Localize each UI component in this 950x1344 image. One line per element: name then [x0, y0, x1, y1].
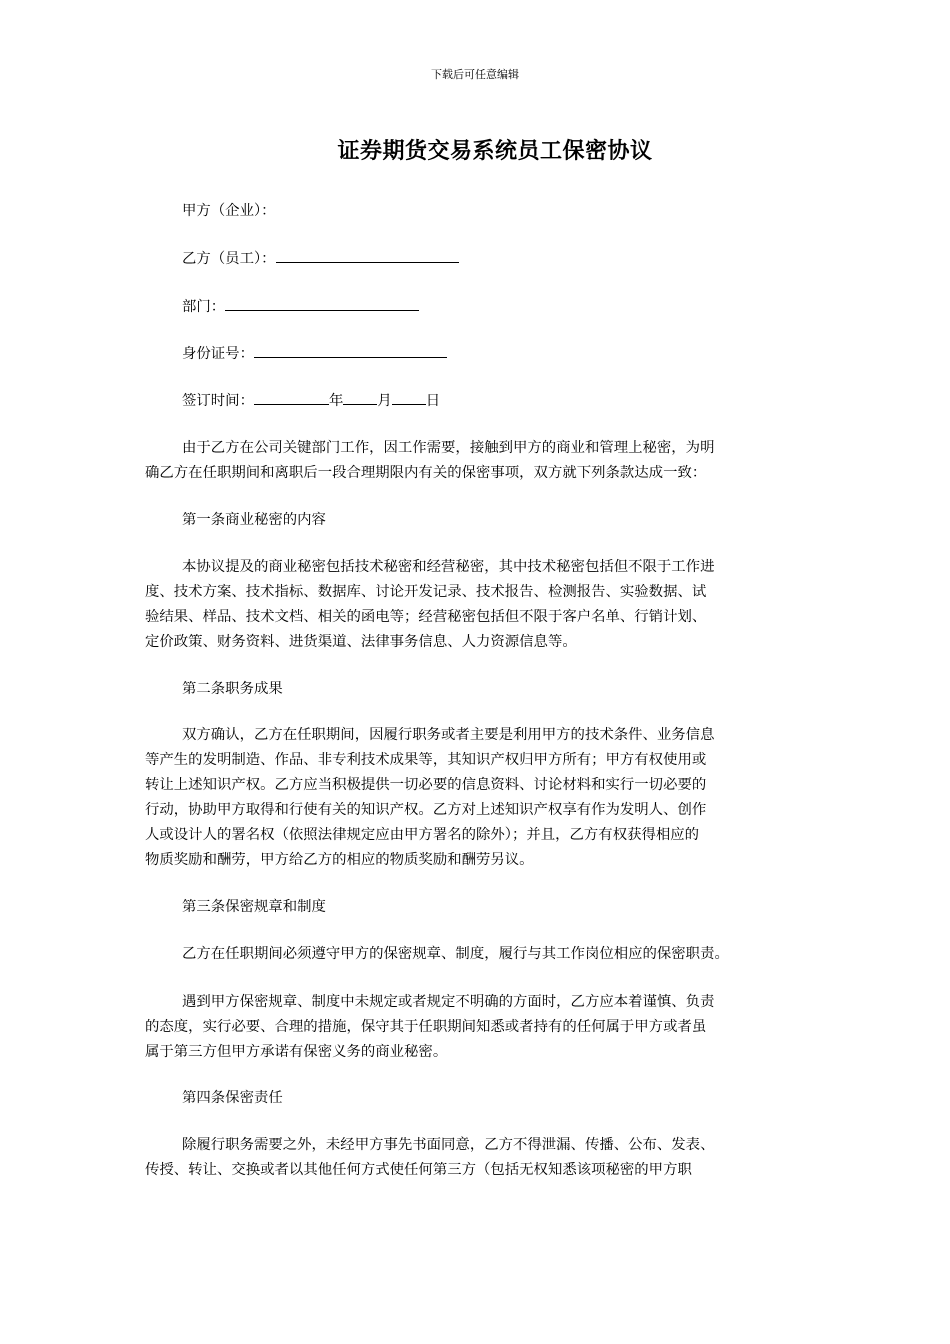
sign-date-field — [182, 388, 822, 413]
party-b-blank-line — [276, 246, 459, 263]
party-b-field — [182, 246, 822, 271]
article1-heading: 第一条商业秘密的内容 — [182, 512, 326, 528]
article3-line: 的态度，实行必要、合理的措施，保守其于任职期间知悉或者持有的任何属于甲方或者虽 — [145, 1019, 707, 1035]
article2-heading: 第二条职务成果 — [182, 681, 283, 697]
sign-date-label: 签订时间： — [182, 393, 254, 409]
article4-heading: 第四条保密责任 — [182, 1090, 283, 1106]
document-title: 证券期货交易系统员工保密协议 — [337, 138, 653, 164]
article2-line: 等产生的发明制造、作品、非专利技术成果等，其知识产权归甲方所有；甲方有权使用或 — [145, 752, 707, 768]
article2-line: 转让上述知识产权。乙方应当积极提供一切必要的信息资料、讨论材料和实行一切必要的 — [145, 777, 707, 793]
article1-line: 验结果、样品、技术文档、相关的函电等；经营秘密包括但不限于客户名单、行销计划、 — [145, 609, 707, 625]
article1-line: 定价政策、财务资料、进货渠道、法律事务信息、人力资源信息等。 — [145, 634, 577, 650]
article3-heading: 第三条保密规章和制度 — [182, 899, 326, 915]
party-b-label: 乙方（员工）： — [182, 251, 276, 267]
article4-line: 除履行职务需要之外，未经甲方事先书面同意，乙方不得泄漏、传播、公布、发表、 — [182, 1137, 715, 1153]
article2-line: 人或设计人的署名权（依照法律规定应由甲方署名的除外）；并且，乙方有权获得相应的 — [145, 827, 700, 843]
department-label: 部门： — [182, 299, 226, 315]
department-field — [182, 294, 822, 319]
article1-line: 本协议提及的商业秘密包括技术秘密和经营秘密，其中技术秘密包括但不限于工作进 — [182, 559, 715, 575]
article4-line: 传授、转让、交换或者以其他任何方式使任何第三方（包括无权知悉该项秘密的甲方职 — [145, 1162, 692, 1178]
article3-paragraph1: 乙方在任职期间必须遵守甲方的保密规章、制度，履行与其工作岗位相应的保密职责。 — [182, 946, 729, 962]
party-a-field — [182, 199, 822, 223]
department-blank-line — [225, 294, 419, 311]
day-blank-line — [392, 388, 426, 405]
day-label: 日 — [425, 393, 441, 409]
intro-line: 由于乙方在公司关键部门工作，因工作需要，接触到甲方的商业和管理上秘密，为明 — [182, 440, 715, 456]
month-label: 月 — [377, 393, 392, 409]
article2-line: 双方确认，乙方在任职期间，因履行职务或者主要是利用甲方的技术条件、业务信息 — [182, 727, 715, 743]
month-blank-line — [343, 388, 377, 405]
article3-line: 属于第三方但甲方承诺有保密义务的商业秘密。 — [145, 1044, 448, 1060]
article2-line: 行动，协助甲方取得和行使有关的知识产权。乙方对上述知识产权享有作为发明人、创作 — [145, 802, 707, 818]
year-blank-line — [254, 388, 329, 405]
intro-line: 确乙方在任职期间和离职后一段合理期限内有关的保密事项，双方就下列条款达成一致： — [145, 465, 707, 481]
party-a-label: 甲方（企业）： — [182, 203, 276, 219]
article2-line: 物质奖励和酬劳，甲方给乙方的相应的物质奖励和酬劳另议。 — [145, 852, 534, 868]
id-number-label: 身份证号： — [182, 346, 254, 362]
year-label: 年 — [328, 393, 344, 409]
id-number-blank-line — [254, 341, 447, 358]
page-header-note: 下载后可任意编辑 — [431, 68, 519, 81]
article3-line: 遇到甲方保密规章、制度中未规定或者规定不明确的方面时，乙方应本着谨慎、负责 — [182, 994, 715, 1010]
id-number-field — [182, 341, 822, 366]
article1-line: 度、技术方案、技术指标、数据库、讨论开发记录、技术报告、检测报告、实验数据、试 — [145, 584, 707, 600]
